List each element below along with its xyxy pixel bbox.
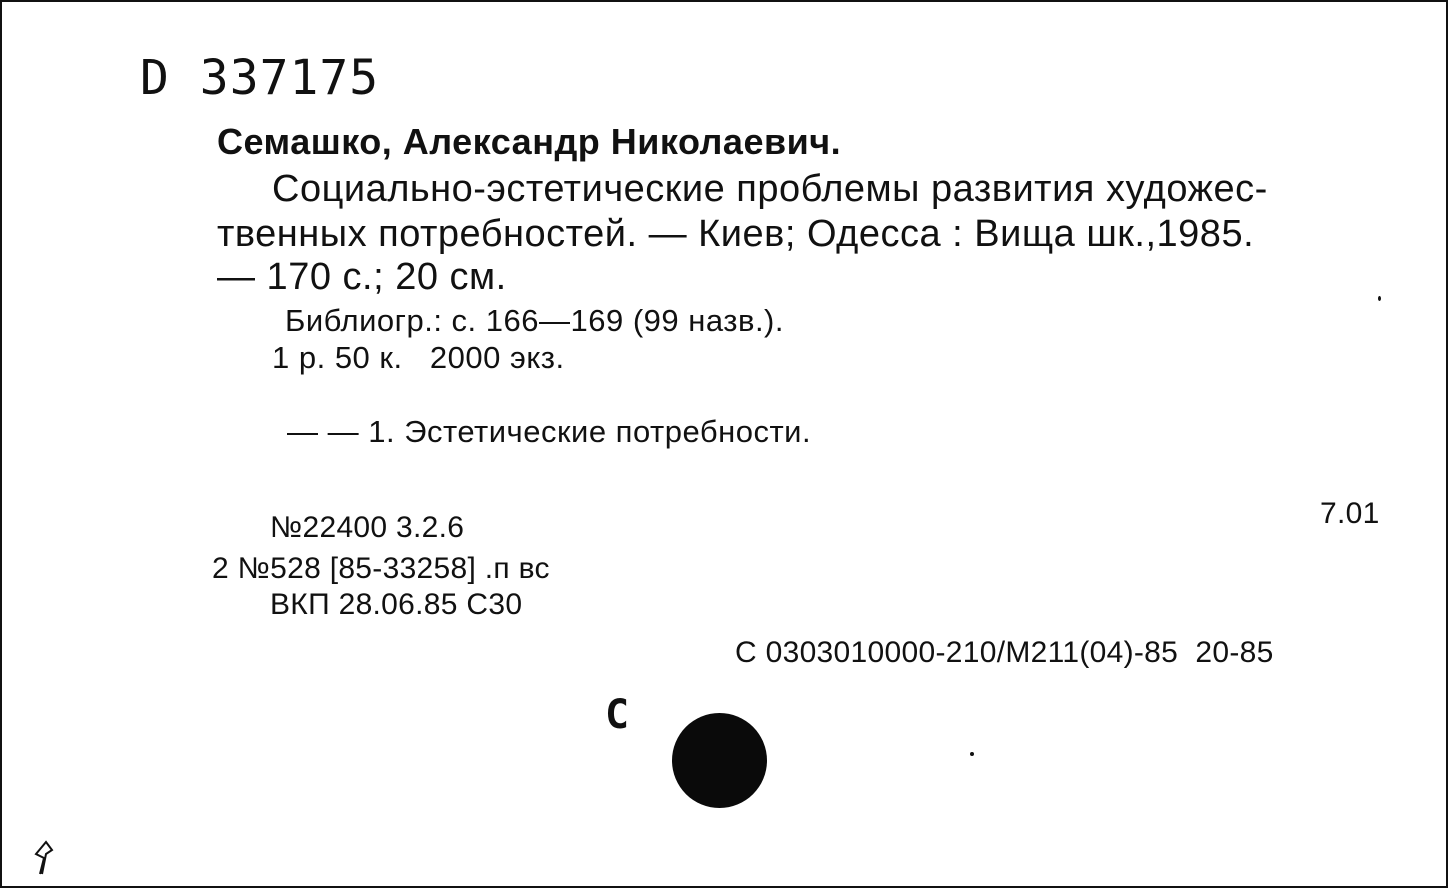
letter-mark: С (605, 692, 630, 738)
shelf-mark: D 337175 (140, 50, 380, 106)
ink-speck (1378, 296, 1381, 301)
ink-speck (970, 752, 974, 756)
subject-heading: — — 1. Эстетические потребности. (287, 414, 812, 449)
registration-number: №22400 3.2.6 (270, 511, 465, 544)
handwritten-mark-icon (32, 838, 58, 878)
author-heading: Семашко, Александр Николаевич. (217, 121, 842, 162)
title-line-1: Социально-эстетические проблемы развития художес- (272, 168, 1268, 210)
vkp-date-code: ВКП 28.06.85 С30 (270, 588, 523, 621)
classification-code: 7.01 (1320, 497, 1380, 530)
title-line-3: — 170 с.; 20 см. (217, 256, 507, 298)
price-circulation: 1 р. 50 к. 2000 экз. (272, 340, 565, 375)
bbk-code: С 0303010000-210/М211(04)-85 20-85 (735, 636, 1274, 669)
title-line-2: твенных потребностей. — Киев; Одесса : Вища шк.,1985. (217, 213, 1255, 255)
bibliography-note: Библиогр.: с. 166—169 (99 назв.). (285, 303, 784, 338)
book-chamber-number: 2 №528 [85-33258] .п вс (212, 552, 550, 585)
punch-hole (672, 713, 767, 808)
